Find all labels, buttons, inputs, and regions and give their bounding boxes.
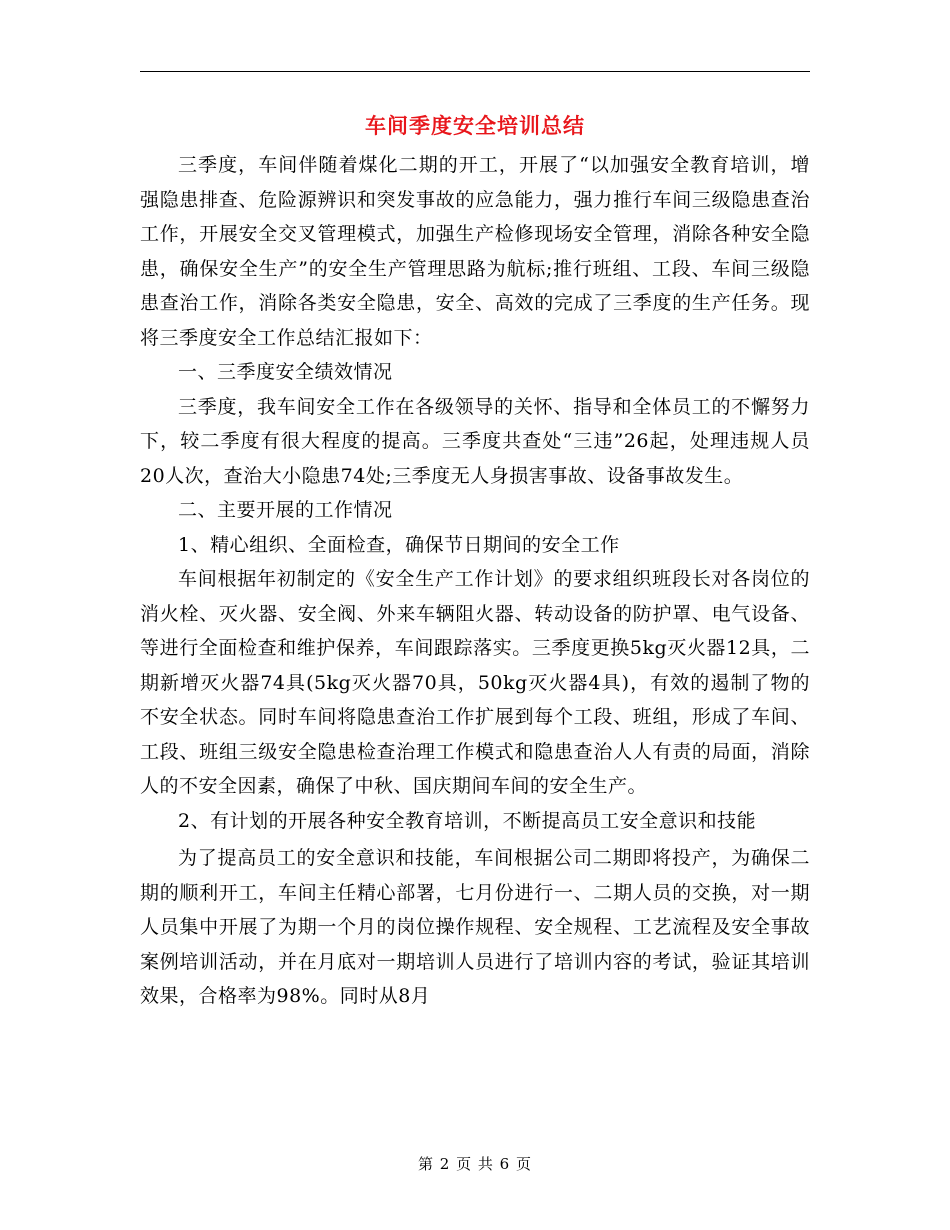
subheading-2: 2、有计划的开展各种安全教育培训，不断提高员工安全意识和技能 — [178, 809, 757, 832]
page-number-footer: 第 2 页 共 6 页 — [418, 1155, 532, 1173]
section-heading-1: 一、三季度安全绩效情况 — [178, 361, 393, 383]
paragraph-inspection: 车间根据年初制定的《安全生产工作计划》的要求组织班段长对各岗位的消火栓、灭火器、安全阀、外来车辆阻火器、转动设备的防护罩、电气设备、等进行全面检查和维护保养，车间跟踪落实。三季度更换5kg灭火器12具，二期新增灭火器74具(5kg灭火器70具，50kg灭火器4具)，有效的遏制了物的不安全状态。同时车间将隐患查治工作扩展到每个工段、班组，形成了车间、工段、班组三级安全隐患检查治理工作模式和隐患查治人人有责的局面，消除人的不安全因素，确保了中秋、国庆期间车间的安全生产。 — [140, 568, 810, 797]
document-body — [140, 148, 810, 1014]
document-title: 车间季度安全培训总结 — [365, 113, 585, 138]
paragraph-intro: 三季度，车间伴随着煤化二期的开工，开展了“以加强安全教育培训，增强隐患排查、危险源辨识和突发事故的应急能力，强力推行车间三级隐患查治工作，开展安全交叉管理模式，加强生产检修现场安全管理，消除各种安全隐患，确保安全生产”的安全生产管理思路为航标;推行班组、工段、车间三级隐患查治工作，消除各类安全隐患，安全、高效的完成了三季度的生产任务。现将三季度安全工作总结汇报如下： — [140, 154, 810, 349]
header-rule — [140, 71, 810, 72]
paragraph-training: 为了提高员工的安全意识和技能，车间根据公司二期即将投产，为确保二期的顺利开工，车间主任精心部署，七月份进行一、二期人员的交换，对一期人员集中开展了为期一个月的岗位操作规程、安全规程、工艺流程及安全事故案例培训活动，并在月底对一期培训人员进行了培训内容的考试，验证其培训效果，合格率为98%。同时从8月 — [140, 847, 810, 1007]
subheading-1: 1、精心组织、全面检查，确保节日期间的安全工作 — [178, 533, 620, 556]
section-heading-2: 二、主要开展的工作情况 — [178, 499, 393, 521]
paragraph-performance: 三季度，我车间安全工作在各级领导的关怀、指导和全体员工的不懈努力下，较二季度有很大程度的提高。三季度共查处“三违”26起，处理违规人员20人次，查治大小隐患74处;三季度无人身损害事故、设备事故发生。 — [140, 395, 810, 487]
